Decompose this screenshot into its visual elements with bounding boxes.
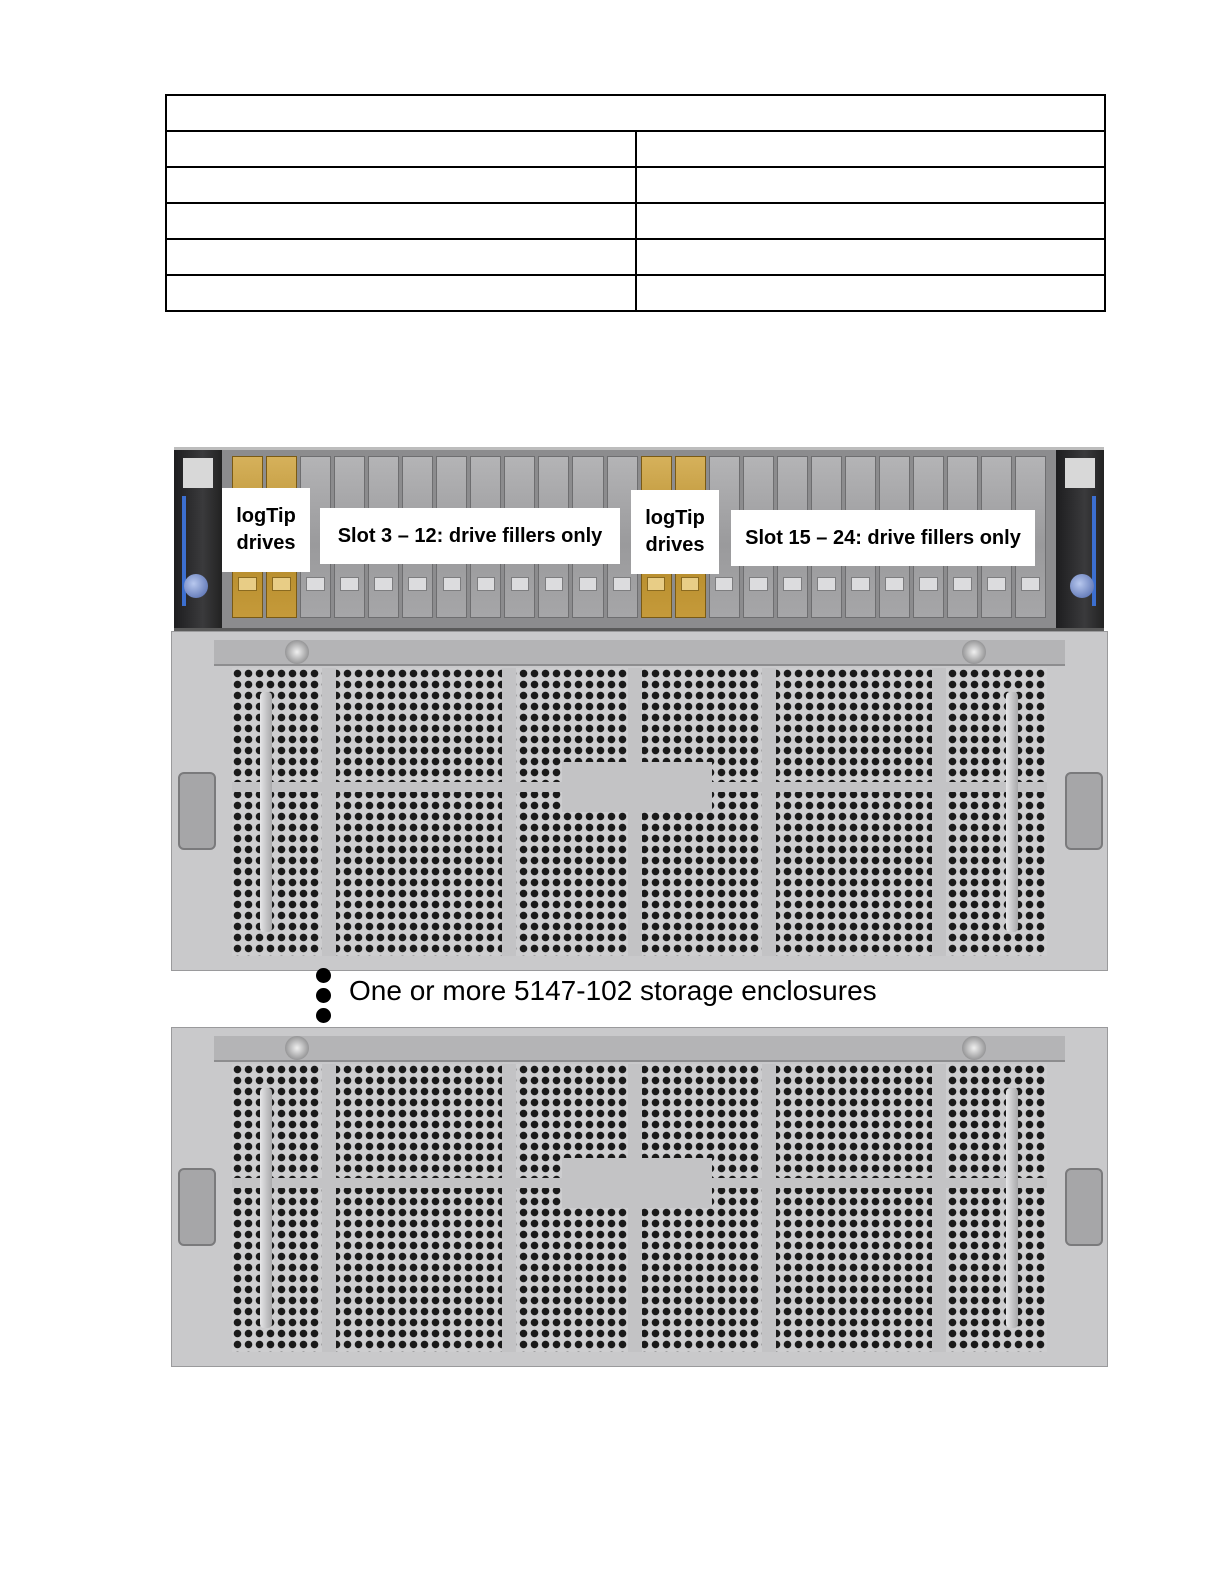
thumbscrew-icon — [962, 640, 986, 664]
logtip-label-left: logTip drives — [222, 488, 310, 572]
left-rack-ear — [174, 450, 222, 628]
logo-badge-icon — [1065, 458, 1095, 488]
drive-latch-icon — [545, 577, 564, 591]
drive-latch-icon — [681, 577, 700, 591]
drive-latch-icon — [306, 577, 325, 591]
drive-latch-icon — [374, 577, 393, 591]
ellipsis-dots-icon — [316, 968, 332, 1024]
drive-latch-icon — [987, 577, 1006, 591]
panel-rib — [932, 1064, 946, 1352]
table-row — [166, 275, 1105, 311]
table-cell — [166, 131, 636, 167]
left-clip-icon — [178, 1168, 216, 1246]
table-cell — [166, 275, 636, 311]
table-cell — [166, 95, 1105, 131]
table-cell — [636, 167, 1106, 203]
storage-enclosure-top — [171, 631, 1108, 971]
drive-latch-icon — [613, 577, 632, 591]
drive-latch-icon — [647, 577, 666, 591]
empty-table — [165, 94, 1106, 312]
thumbscrew-icon — [285, 1036, 309, 1060]
table-row — [166, 239, 1105, 275]
right-handle-icon[interactable] — [1006, 1088, 1018, 1328]
table-row — [166, 95, 1105, 131]
table-cell — [166, 203, 636, 239]
drive-latch-icon — [749, 577, 768, 591]
panel-rib — [762, 668, 776, 956]
table-cell — [166, 167, 636, 203]
drive-latch-icon — [953, 577, 972, 591]
drive-latch-icon — [885, 577, 904, 591]
left-handle-icon[interactable] — [260, 1088, 272, 1328]
table-row — [166, 167, 1105, 203]
table-cell — [636, 275, 1106, 311]
panel-rib — [322, 1064, 336, 1352]
logo-badge-icon — [183, 458, 213, 488]
drive-latch-icon — [783, 577, 802, 591]
table-row — [166, 131, 1105, 167]
drive-latch-icon — [238, 577, 257, 591]
drive-latch-icon — [511, 577, 530, 591]
table-row — [166, 203, 1105, 239]
drive-latch-icon — [408, 577, 427, 591]
table-cell — [636, 131, 1106, 167]
drive-latch-icon — [340, 577, 359, 591]
drive-latch-icon — [443, 577, 462, 591]
drive-latch-icon — [817, 577, 836, 591]
right-rack-ear — [1056, 450, 1104, 628]
drive-latch-icon — [715, 577, 734, 591]
release-knob-icon — [1070, 574, 1094, 598]
drive-latch-icon — [1021, 577, 1040, 591]
panel-rib — [762, 1064, 776, 1352]
panel-rib — [628, 1064, 642, 1352]
panel-rib — [932, 668, 946, 956]
drive-latch-icon — [272, 577, 291, 591]
table-cell — [166, 239, 636, 275]
panel-cross — [562, 762, 712, 812]
controller-head-unit — [174, 447, 1104, 631]
drive-latch-icon — [919, 577, 938, 591]
slots-15-24-label: Slot 15 – 24: drive fillers only — [731, 510, 1035, 566]
right-clip-icon — [1065, 772, 1103, 850]
panel-rib — [502, 668, 516, 956]
drive-latch-icon — [579, 577, 598, 591]
drive-latch-icon — [851, 577, 870, 591]
logtip-label-right: logTip drives — [631, 490, 719, 574]
left-handle-icon[interactable] — [260, 692, 272, 932]
right-clip-icon — [1065, 1168, 1103, 1246]
enclosure-rail — [214, 1036, 1065, 1062]
thumbscrew-icon — [285, 640, 309, 664]
panel-rib — [628, 668, 642, 956]
release-knob-icon — [184, 574, 208, 598]
slots-3-12-label: Slot 3 – 12: drive fillers only — [320, 508, 620, 564]
table-cell — [636, 203, 1106, 239]
enclosure-rail — [214, 640, 1065, 666]
hardware-figure — [171, 447, 1106, 1367]
left-clip-icon — [178, 772, 216, 850]
panel-cross — [562, 1158, 712, 1208]
storage-enclosure-bottom — [171, 1027, 1108, 1367]
table-cell — [636, 239, 1106, 275]
enclosure-caption: One or more 5147-102 storage enclosures — [349, 975, 877, 1006]
right-handle-icon[interactable] — [1006, 692, 1018, 932]
panel-rib — [502, 1064, 516, 1352]
panel-rib — [322, 668, 336, 956]
thumbscrew-icon — [962, 1036, 986, 1060]
drive-latch-icon — [477, 577, 496, 591]
